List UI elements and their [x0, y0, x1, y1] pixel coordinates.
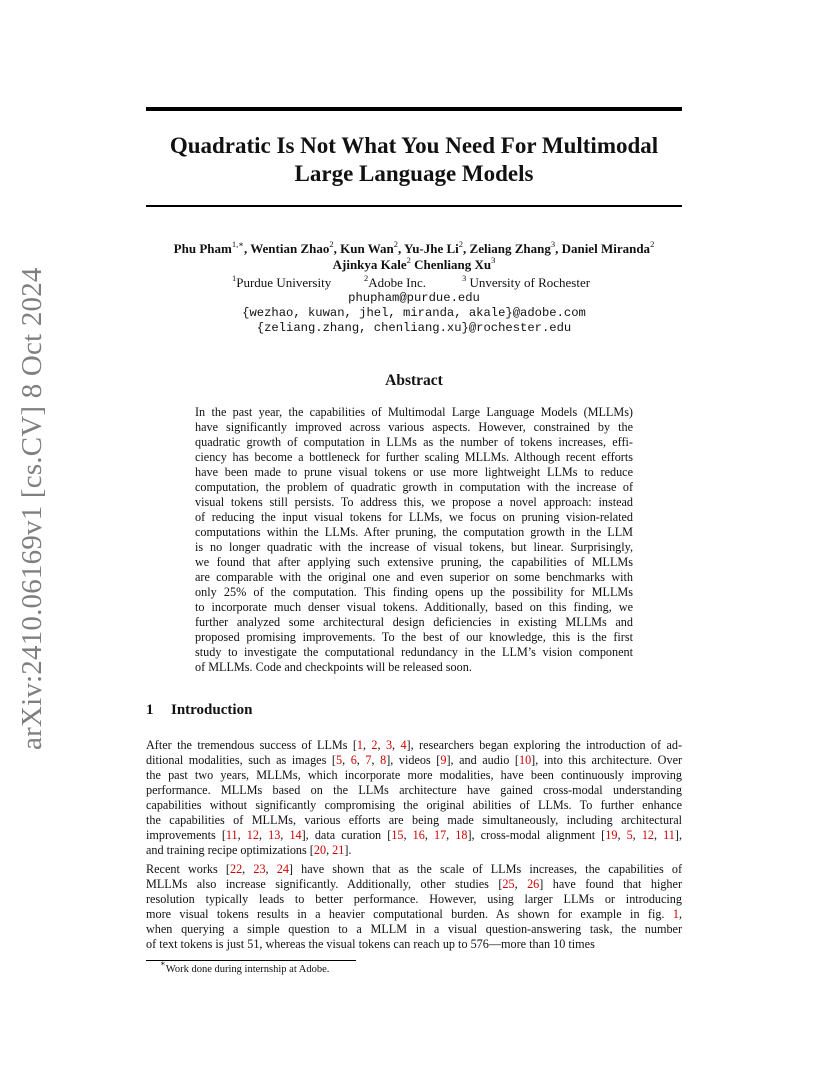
author-name: Ajinkya Kale	[332, 257, 407, 272]
title-line: Quadratic Is Not What You Need For Multimodal	[169, 133, 659, 158]
author-affiliation-mark: 2	[393, 239, 398, 249]
citation-link[interactable]: 1	[356, 738, 363, 752]
citation-link[interactable]: 11	[663, 828, 675, 842]
author-affiliation-mark: 3	[550, 239, 556, 249]
abstract-line: have significantly improved across various aspects. However, constrained by the	[195, 420, 633, 434]
abstract-line: of MLLMs. Code and checkpoints will be released soon.	[195, 660, 472, 674]
abstract-line: further analyzed some architectural design deficiencies in existing MLLMs and	[195, 615, 633, 629]
author-affiliation-mark: 1,∗	[231, 239, 244, 249]
paragraph-line: resolution typically leads to better performance. However, using larger LLMs or introducing	[146, 892, 682, 906]
citation-link[interactable]: 16	[412, 828, 425, 842]
citation-link[interactable]: 19	[605, 828, 618, 842]
section-number: 1	[146, 702, 154, 718]
paragraph-line: improvements [11, 12, 13, 14], data curation [15, 16, 17, 18], cross-modal alignment [19, 5, 12, 11],	[146, 828, 682, 842]
paragraph-line: performance. MLLMs based on the LLMs architecture have gained cross-modal understanding	[146, 783, 682, 797]
citation-link[interactable]: 11	[225, 828, 238, 842]
citation-link[interactable]: 18	[455, 828, 468, 842]
citation-link[interactable]: 23	[253, 862, 266, 876]
citation-link[interactable]: 4	[400, 738, 407, 752]
citation-link[interactable]: 10	[518, 753, 532, 767]
section-title: Introduction	[171, 702, 253, 718]
abstract-line: have been made to prune visual tokens or use more lightweight LLMs to reduce	[195, 465, 633, 479]
citation-link[interactable]: 14	[289, 828, 302, 842]
abstract-heading: Abstract	[385, 372, 443, 389]
abstract-line: of reducing the input visual tokens for LLMs, we focus on pruning vision-related	[195, 510, 633, 524]
citation-link[interactable]: 6	[350, 753, 357, 767]
paragraph-line: Recent works [22, 23, 24] have shown that as the scale of LLMs increases, the capabilities of	[146, 862, 683, 876]
citation-link[interactable]: 3	[385, 738, 393, 752]
abstract-line: proposed promising improvements. To the best of our knowledge, this is the first	[195, 630, 633, 644]
abstract-line: computation, the problem of quadratic growth in computation with the increase of	[195, 480, 633, 494]
author-affiliation-mark: 2	[406, 255, 411, 265]
citation-link[interactable]: 24	[276, 862, 289, 876]
author-name: Wentian Zhao	[250, 241, 330, 256]
citation-link[interactable]: 25	[502, 877, 515, 891]
paragraph-line: After the tremendous success of LLMs [1, 2, 3, 4], researchers began exploring the introduction of ad-	[146, 738, 683, 752]
footnote: ∗Work done during internship at Adobe.	[160, 958, 330, 975]
citation-link[interactable]: 26	[527, 877, 540, 891]
paragraph-line: and training recipe optimizations [20, 21].	[146, 843, 352, 857]
abstract-line: is no longer quadratic with the increase of visual tokens, but linear. Surprisingly,	[195, 540, 633, 554]
author-block	[120, 241, 708, 273]
author-name: Phu Pham	[173, 241, 232, 256]
citation-link[interactable]: 17	[433, 828, 447, 842]
paragraph-line: when querying a simple question to a MLLM in a visual question-answering task, the number	[146, 922, 682, 936]
paragraph-line: the capabilities of MLLMs, various efforts are being made simultaneously, including architectural	[146, 813, 682, 827]
citation-link[interactable]: 1	[672, 907, 679, 921]
abstract-line: we found that after applying such extensive pruning, the capabilities of MLLMs	[195, 555, 633, 569]
abstract-line: to incorporate much denser visual tokens. Additionally, based on this finding, we	[195, 600, 633, 614]
citation-link[interactable]: 8	[380, 753, 387, 767]
section-heading	[146, 702, 252, 719]
citation-link[interactable]: 20	[313, 843, 327, 857]
paragraph-line: MLLMs also increase significantly. Additionally, other studies [25, 26] have found that higher	[146, 877, 682, 891]
citation-link[interactable]: 12	[641, 828, 654, 842]
abstract-line: study to investigate the computational redundancy in the LLM’s vision component	[195, 645, 633, 659]
author-affiliation-mark: 2	[650, 239, 655, 249]
author-name: Daniel Miranda	[561, 241, 651, 256]
affiliation: $^2$Adobe Inc.	[364, 273, 427, 290]
author-name: Chenliang Xu	[414, 257, 492, 272]
title-line: Large Language Models	[294, 161, 534, 186]
arxiv-identifier: arXiv:2410.06169v1 [cs.CV] 8 Oct 2024	[16, 267, 48, 750]
paragraph-line: of text tokens is just 51, whereas the visual tokens can reach up to 576—more than 10 times	[146, 937, 595, 951]
footnote-rule	[146, 960, 356, 961]
citation-link[interactable]: 21	[332, 843, 345, 857]
paragraph-line: ditional modalities, such as images [5, 6, 7, 8], videos [9], and audio [10], into this architecture. Over	[146, 753, 683, 767]
affiliation: $^3$ Unversity of Rochester	[462, 273, 591, 290]
citation-link[interactable]: 7	[365, 753, 372, 767]
author-affiliation-mark: 2	[329, 239, 334, 249]
abstract-line: ciency has become a bottleneck for further scaling MLLMs. Although recent efforts	[195, 450, 633, 464]
paragraph-line: capabilities without significantly compromising the original abilities of LLMs. To further enhance	[146, 798, 682, 812]
abstract-line: are comparable with the original one and even superior on some benchmarks with	[195, 570, 633, 584]
title-bottom-rule	[146, 205, 682, 207]
abstract-body	[195, 405, 633, 675]
author-line	[120, 257, 708, 273]
abstract-line: only 25% of the computation. This finding opens up the possibility for MLLMs	[195, 585, 633, 599]
citation-link[interactable]: 9	[440, 753, 447, 767]
citation-link[interactable]: 13	[268, 828, 281, 842]
title-top-rule	[146, 107, 682, 111]
author-email: {wezhao, kuwan, jhel, miranda, akale}@adobe.com	[242, 306, 586, 320]
author-email: {zeliang.zhang, chenliang.xu}@rochester.edu	[256, 321, 572, 335]
affiliation: $^1$Purdue University	[232, 273, 332, 290]
author-email: phupham@purdue.edu	[348, 291, 480, 305]
abstract-line: quadratic growth of computation in LLMs as the number of tokens increases, effi-	[195, 435, 633, 449]
paragraph-line: more visual tokens results in a heavier computational burden. As shown for example in fig. 1,	[146, 907, 682, 921]
author-affiliation-mark: 2	[458, 239, 464, 249]
abstract-line: computations within the LLMs. After pruning, the computation growth in the LLM	[195, 525, 633, 539]
intro-paragraph	[146, 738, 682, 858]
author-line: Phu Pham$^{1,∗}$, Wentian Zhao$^2$, Kun Wan$^2$, Yu-Jhe Li$^2$, Zeliang Zhang$^3$, Daniel Miranda$^2$	[173, 239, 655, 256]
citation-link[interactable]: 2	[371, 738, 378, 752]
citation-link[interactable]: 22	[229, 862, 243, 876]
intro-paragraph	[146, 862, 682, 952]
author-affiliation-mark: 3	[491, 255, 496, 265]
citation-link[interactable]: 5	[335, 753, 343, 767]
paragraph-line: the past two years, MLLMs, which incorporate more modalities, have been continuously improving	[146, 768, 682, 782]
citation-link[interactable]: 5	[626, 828, 633, 842]
author-name: Kun Wan	[340, 241, 394, 256]
abstract-line: visual tokens still persists. To address this, we propose a novel approach: instead	[195, 495, 633, 509]
author-name: Yu-Jhe Li	[404, 241, 459, 256]
abstract-line: In the past year, the capabilities of Multimodal Large Language Models (MLLMs)	[195, 405, 633, 419]
citation-link[interactable]: 15	[391, 828, 404, 842]
paper-title	[146, 132, 682, 188]
citation-link[interactable]: 12	[246, 828, 259, 842]
author-name: Zeliang Zhang	[469, 241, 551, 256]
